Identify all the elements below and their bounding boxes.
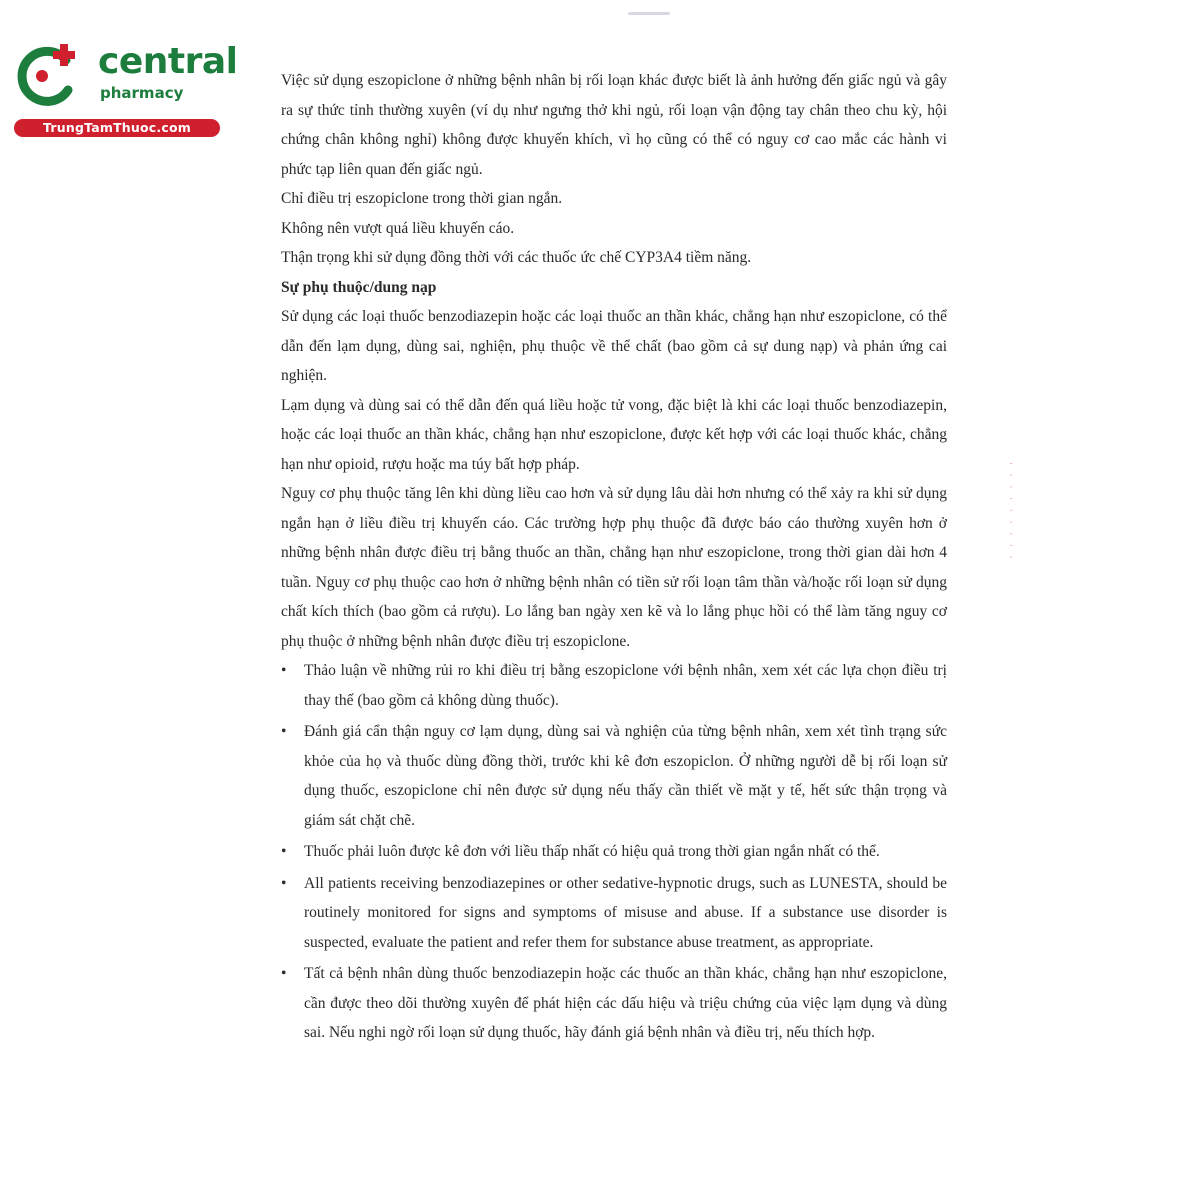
intro-paragraph: Việc sử dụng eszopiclone ở những bệnh nhân bị rối loạn khác được biết là ảnh hưởng đến giấc ngủ và gây ra sự thức tỉnh thường xuyên (ví dụ như ngưng thở khi ngủ, rối loạn vận động tay chân theo chu kỳ, hội chứng chân không nghỉ) không được khuyến khích, vì họ cũng có thể có nguy cơ cao mắc các hành vi phức tạp liên quan đến giấc ngủ. (281, 72, 947, 178)
bullet-icon: • (281, 965, 287, 982)
short-term-line: Chỉ điều trị eszopiclone trong thời gian ngắn. (281, 190, 563, 207)
list-item (281, 717, 947, 835)
scan-mark (628, 12, 670, 15)
bullet-icon: • (281, 874, 287, 892)
dependence-paragraph-1: Sử dụng các loại thuốc benzodiazepin hoặc các loại thuốc an thần khác, chẳng hạn như eszopiclone, có thể dẫn đến lạm dụng, dùng sai, nghiện, phụ thuộc về thể chất (bao gồm cả sự dung nạp) và phản ứng cai nghiện. (281, 308, 947, 384)
list-item (281, 959, 947, 1048)
bullet-icon: • (281, 662, 287, 679)
central-pharmacy-logo[interactable] (10, 40, 238, 140)
list-item-text: Đánh giá cẩn thận nguy cơ lạm dụng, dùng sai và nghiện của từng bệnh nhân, xem xét tình trạng sức khỏe của họ và thuốc dùng đồng thời, trước khi kê đơn eszopiclon. Ở những người dễ bị rối loạn sử dụng thuốc, eszopiclone chỉ nên được sử dụng nếu thấy cần thiết về mặt y tế, hết sức thận trọng và giám sát chặt chẽ. (304, 723, 947, 829)
bullet-icon: • (281, 843, 287, 860)
list-item (281, 869, 947, 958)
section-heading: Sự phụ thuộc/dung nạp (281, 278, 437, 296)
bullet-icon: • (281, 723, 287, 740)
dose-limit-line: Không nên vượt quá liều khuyến cáo. (281, 219, 515, 237)
pharmacy-cross-icon (10, 40, 82, 112)
list-item (281, 656, 947, 715)
brand-name: central (98, 41, 238, 82)
list-item-text: Thuốc phải luôn được kê đơn với liều thấp nhất có hiệu quả trong thời gian ngắn nhất có thể. (304, 843, 880, 860)
dependence-paragraph-2: Lạm dụng và dùng sai có thể dẫn đến quá liều hoặc tử vong, đặc biệt là khi các loại thuốc benzodiazepin, hoặc các loại thuốc an thần khác, chẳng hạn như eszopiclone, được kết hợp với các loại thuốc khác, chẳng hạn như opioid, rượu hoặc ma túy bất hợp pháp. (281, 396, 947, 473)
dependence-paragraph-3: Nguy cơ phụ thuộc tăng lên khi dùng liều cao hơn và sử dụng lâu dài hơn nhưng có thể xảy ra khi sử dụng ngắn hạn ở liều điều trị khuyến cáo. Các trường hợp phụ thuộc đã được báo cáo thường xuyên hơn ở những bệnh nhân được điều trị bằng thuốc an thần, chẳng hạn như eszopiclone, trong thời gian dài hơn 4 tuần. Nguy cơ phụ thuộc cao hơn ở những bệnh nhân có tiền sử rối loạn tâm thần và/hoặc rối loạn sử dụng chất kích thích (bao gồm cả rượu). Lo lắng ban ngày xen kẽ và lo lắng phục hồi có thể làm tăng nguy cơ phụ thuộc ở những bệnh nhân được điều trị eszopiclone. (281, 485, 947, 650)
brand-url[interactable]: TrungTamThuoc.com (14, 119, 220, 137)
list-item-text: All patients receiving benzodiazepines or other sedative-hypnotic drugs, such as LUNESTA, should be routinely monitored for signs and symptoms of misuse and abuse. If a substance use disorder is suspected, evaluate the patient and refer them for substance abuse treatment, as appropriate. (304, 874, 947, 951)
list-item (281, 837, 947, 867)
list-item-text: Tất cả bệnh nhân dùng thuốc benzodiazepin hoặc các thuốc an thần khác, chẳng hạn như eszopiclone, cần được theo dõi thường xuyên để phát hiện các dấu hiệu và triệu chứng của việc lạm dụng và dùng sai. Nếu nghi ngờ rối loạn sử dụng thuốc, hãy đánh giá bệnh nhân và điều trị, nếu thích hợp. (304, 965, 947, 1041)
document-body (281, 66, 947, 1050)
recommendation-list (281, 656, 947, 1048)
brand-subtitle: pharmacy (100, 84, 184, 102)
margin-stamp-mark: · · · · · · · · · (1005, 462, 1015, 562)
list-item-text: Thảo luận về những rủi ro khi điều trị bằng eszopiclone với bệnh nhân, xem xét các lựa chọn điều trị thay thế (bao gồm cả không dùng thuốc). (304, 662, 947, 709)
cyp3a4-line: Thận trọng khi sử dụng đồng thời với các thuốc ức chế CYP3A4 tiềm năng. (281, 249, 752, 266)
